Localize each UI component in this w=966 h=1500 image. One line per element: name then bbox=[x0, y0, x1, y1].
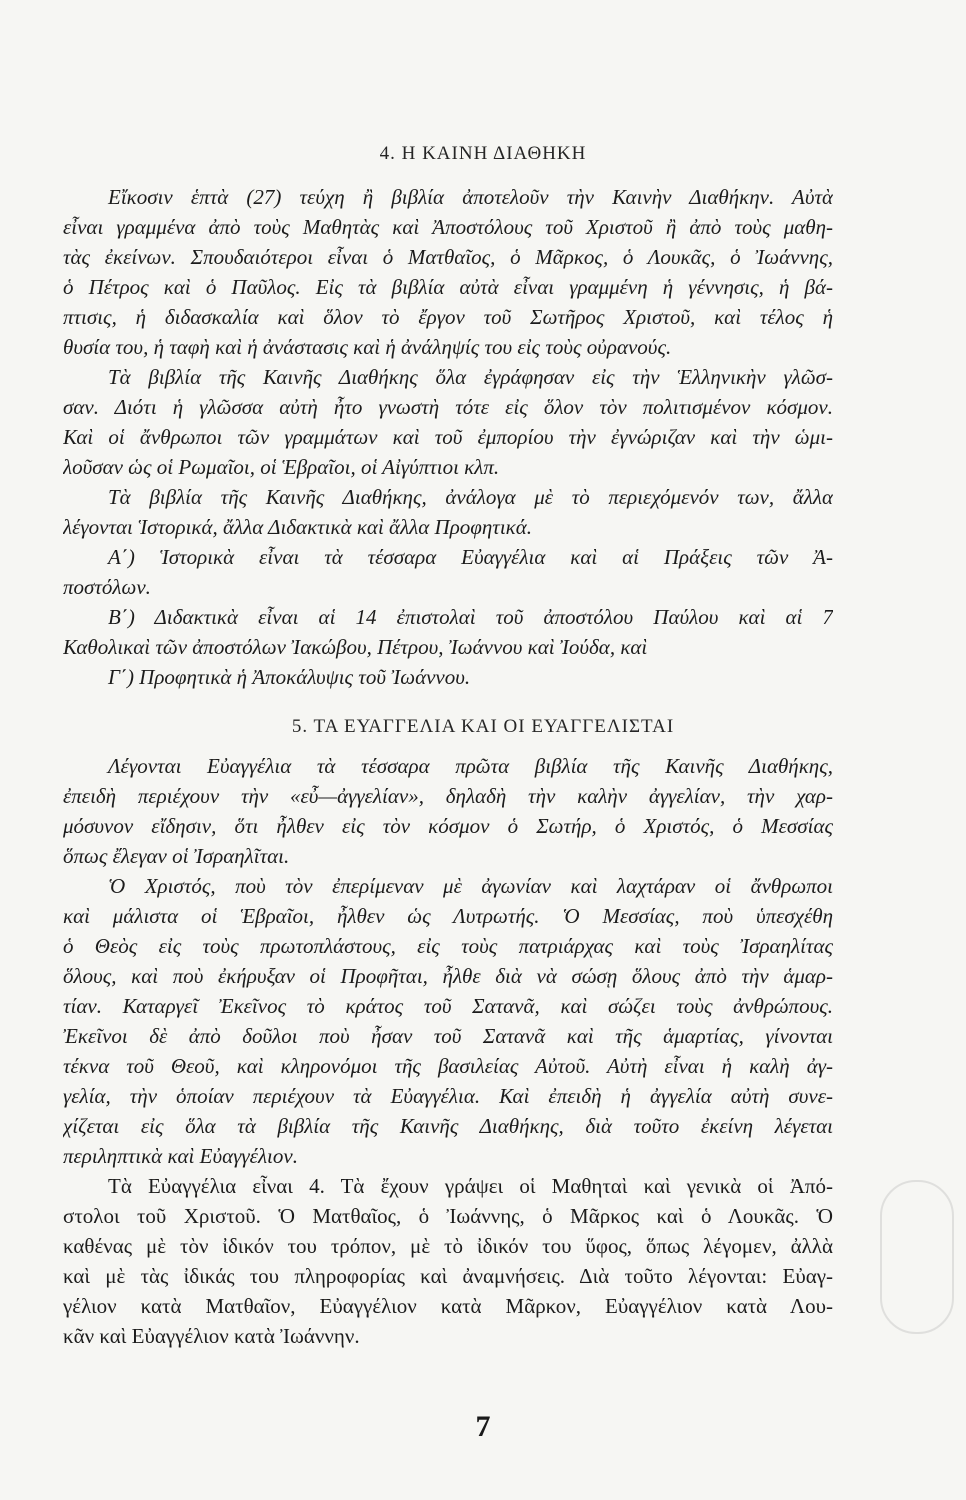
s5-line-7: ὁ Θεὸς εἰς τοὺς πρωτοπλάστους, εἰς τοὺς πατριάρχας καὶ τοὺς Ἰσραηλίτας bbox=[63, 934, 833, 958]
s4-line-17: Γ΄) Προφητικὰ ἡ Ἀποκάλυψις τοῦ Ἰωάννου. bbox=[108, 665, 471, 689]
s4-line-6: θυσία του, ἡ ταφὴ καὶ ἡ ἀνάστασις καὶ ἡ ἀνάληψίς του εἰς τοὺς οὐρανούς. bbox=[63, 335, 672, 359]
s4-line-15: Β΄) Διδακτικὰ εἶναι αἱ 14 ἐπιστολαὶ τοῦ ἀποστόλου Παύλου καὶ αἱ 7 bbox=[108, 605, 833, 629]
s5-line-3: μόσυνον εἴδησιν, ὅτι ἦλθεν εἰς τὸν κόσμον ὁ Σωτήρ, ὁ Χριστός, ὁ Μεσσίας bbox=[63, 814, 833, 838]
section-4-heading: 4. Η ΚΑΙΝΗ ΔΙΑΘΗΚΗ bbox=[379, 143, 587, 164]
s5-line-13: χίζεται εἰς ὅλα τὰ βιβλία τῆς Καινῆς Διαθήκης, διὰ τοῦτο ἐκείνη λέγεται bbox=[63, 1114, 833, 1138]
s5-line-10: Ἐκεῖνοι δὲ ἀπὸ δοῦλοι ποὺ ἦσαν τοῦ Σατανᾶ καὶ τῆς ἁμαρτίας, γίνονται bbox=[63, 1024, 833, 1048]
s5-line-17: καθένας μὲ τὸν ἰδικόν του τρόπον, μὲ τὸ ἰδικόν του ὕφος, ὅπως λέγομεν, ἀλλὰ bbox=[63, 1234, 833, 1258]
s5-line-6: καὶ μάλιστα οἱ Ἑβραῖοι, ἦλθεν ὡς Λυτρωτής. Ὁ Μεσσίας, ποὺ ὑπεσχέθη bbox=[63, 904, 833, 928]
s4-line-12: λέγονται Ἱστορικά, ἄλλα Διδακτικὰ καὶ ἄλλα Προφητικά. bbox=[63, 515, 533, 539]
s5-line-4: ὅπως ἔλεγαν οἱ Ἰσραηλῖται. bbox=[63, 844, 290, 868]
s4-line-3: τὰς ἐκείνων. Σπουδαιότεροι εἶναι ὁ Ματθαῖος, ὁ Μᾶρκος, ὁ Λουκᾶς, ὁ Ἰωάννης, bbox=[63, 245, 833, 269]
section-5-heading: 5. ΤΑ ΕΥΑΓΓΕΛΙΑ ΚΑΙ ΟΙ ΕΥΑΓΓΕΛΙΣΤΑΙ bbox=[291, 716, 675, 737]
s5-line-15: Τὰ Εὐαγγέλια εἶναι 4. Τὰ ἔχουν γράψει οἱ Μαθηταὶ καὶ γενικὰ οἱ Ἀπό- bbox=[108, 1174, 833, 1198]
s5-line-14: περιληπτικὰ καὶ Εὐαγγέλιον. bbox=[63, 1144, 298, 1168]
s5-line-20: κᾶν καὶ Εὐαγγέλιον κατὰ Ἰωάννην. bbox=[63, 1324, 360, 1348]
s4-line-11: Τὰ βιβλία τῆς Καινῆς Διαθήκης, ἀνάλογα μὲ τὸ περιεχόμενόν των, ἄλλα bbox=[108, 485, 833, 509]
s5-line-9: τίαν. Καταργεῖ Ἐκεῖνος τὸ κράτος τοῦ Σατανᾶ, καὶ σώζει τοὺς ἀνθρώπους. bbox=[63, 994, 833, 1018]
s4-line-14: ποστόλων. bbox=[63, 575, 151, 599]
s4-line-10: λοῦσαν ὡς οἱ Ρωμαῖοι, οἱ Ἑβραῖοι, οἱ Αἰγύπτιοι κλπ. bbox=[63, 455, 500, 479]
s4-line-16: Καθολικαὶ τῶν ἀποστόλων Ἰακώβου, Πέτρου, Ἰωάννου καὶ Ἰούδα, καὶ bbox=[63, 635, 648, 659]
s5-line-16: στολοι τοῦ Χριστοῦ. Ὁ Ματθαῖος, ὁ Ἰωάννης, ὁ Μᾶρκος καὶ ὁ Λουκᾶς. Ὁ bbox=[63, 1204, 833, 1228]
s4-line-13: Α΄) Ἱστορικὰ εἶναι τὰ τέσσαρα Εὐαγγέλια καὶ αἱ Πράξεις τῶν Ἀ- bbox=[108, 545, 833, 569]
s5-line-18: καὶ μὲ τὰς ἰδικάς του πληροφορίας καὶ ἀναμνήσεις. Διὰ τοῦτο λέγονται: Εὐαγ- bbox=[63, 1264, 833, 1288]
s4-line-8: σαν. Διότι ἡ γλῶσσα αὐτὴ ἦτο γνωστὴ τότε εἰς ὅλον τὸν πολιτισμένον κόσμον. bbox=[63, 395, 833, 419]
s5-line-5: Ὁ Χριστός, ποὺ τὸν ἐπερίμεναν μὲ ἀγωνίαν καὶ λαχτάραν οἱ ἄνθρωποι bbox=[108, 874, 833, 898]
s4-line-4: ὁ Πέτρος καὶ ὁ Παῦλος. Εἰς τὰ βιβλία αὐτὰ εἶναι γραμμένη ἡ γέννησις, ἡ βά- bbox=[63, 275, 833, 299]
s4-line-1: Εἴκοσιν ἑπτὰ (27) τεύχη ἢ βιβλία ἀποτελοῦν τὴν Καινὴν Διαθήκην. Αὐτὰ bbox=[108, 185, 833, 209]
library-stamp-mark bbox=[880, 1180, 954, 1334]
s5-line-19: γέλιον κατὰ Ματθαῖον, Εὐαγγέλιον κατὰ Μᾶρκον, Εὐαγγέλιον κατὰ Λου- bbox=[63, 1294, 833, 1318]
s5-line-1: Λέγονται Εὐαγγέλια τὰ τέσσαρα πρῶτα βιβλία τῆς Καινῆς Διαθήκης, bbox=[108, 754, 833, 778]
s4-line-2: εἶναι γραμμένα ἀπὸ τοὺς Μαθητὰς καὶ Ἀποστόλους τοῦ Χριστοῦ ἢ ἀπὸ τοὺς μαθη- bbox=[63, 215, 833, 239]
s5-line-2: ἐπειδὴ περιέχουν τὴν «εὖ—ἀγγελίαν», δηλαδὴ τὴν καλὴν ἀγγελίαν, τὴν χαρ- bbox=[63, 784, 833, 808]
s4-line-9: Καὶ οἱ ἄνθρωποι τῶν γραμμάτων καὶ τοῦ ἐμπορίου τὴν ἐγνώριζαν καὶ τὴν ὡμι- bbox=[63, 425, 833, 449]
s4-line-5: πτισις, ἡ διδασκαλία καὶ ὅλον τὸ ἔργον τοῦ Σωτῆρος Χριστοῦ, καὶ τέλος ἡ bbox=[63, 305, 833, 329]
page-number: 7 bbox=[475, 1410, 491, 1443]
s5-line-11: τέκνα τοῦ Θεοῦ, καὶ κληρονόμοι τῆς βασιλείας Αὐτοῦ. Αὐτὴ εἶναι ἡ καλὴ ἀγ- bbox=[63, 1054, 833, 1078]
s5-line-12: γελία, τὴν ὁποίαν περιέχουν τὰ Εὐαγγέλια. Καὶ ἐπειδὴ ἡ ἀγγελία αὐτὴ συνε- bbox=[63, 1084, 833, 1108]
s4-line-7: Τὰ βιβλία τῆς Καινῆς Διαθήκης ὅλα ἐγράφησαν εἰς τὴν Ἑλληνικὴν γλῶσ- bbox=[108, 365, 833, 389]
s5-line-8: ὅλους, καὶ ποὺ ἐκήρυξαν οἱ Προφῆται, ἦλθε διὰ νὰ σώσῃ ὅλους ἀπὸ τὴν ἁμαρ- bbox=[63, 964, 833, 988]
